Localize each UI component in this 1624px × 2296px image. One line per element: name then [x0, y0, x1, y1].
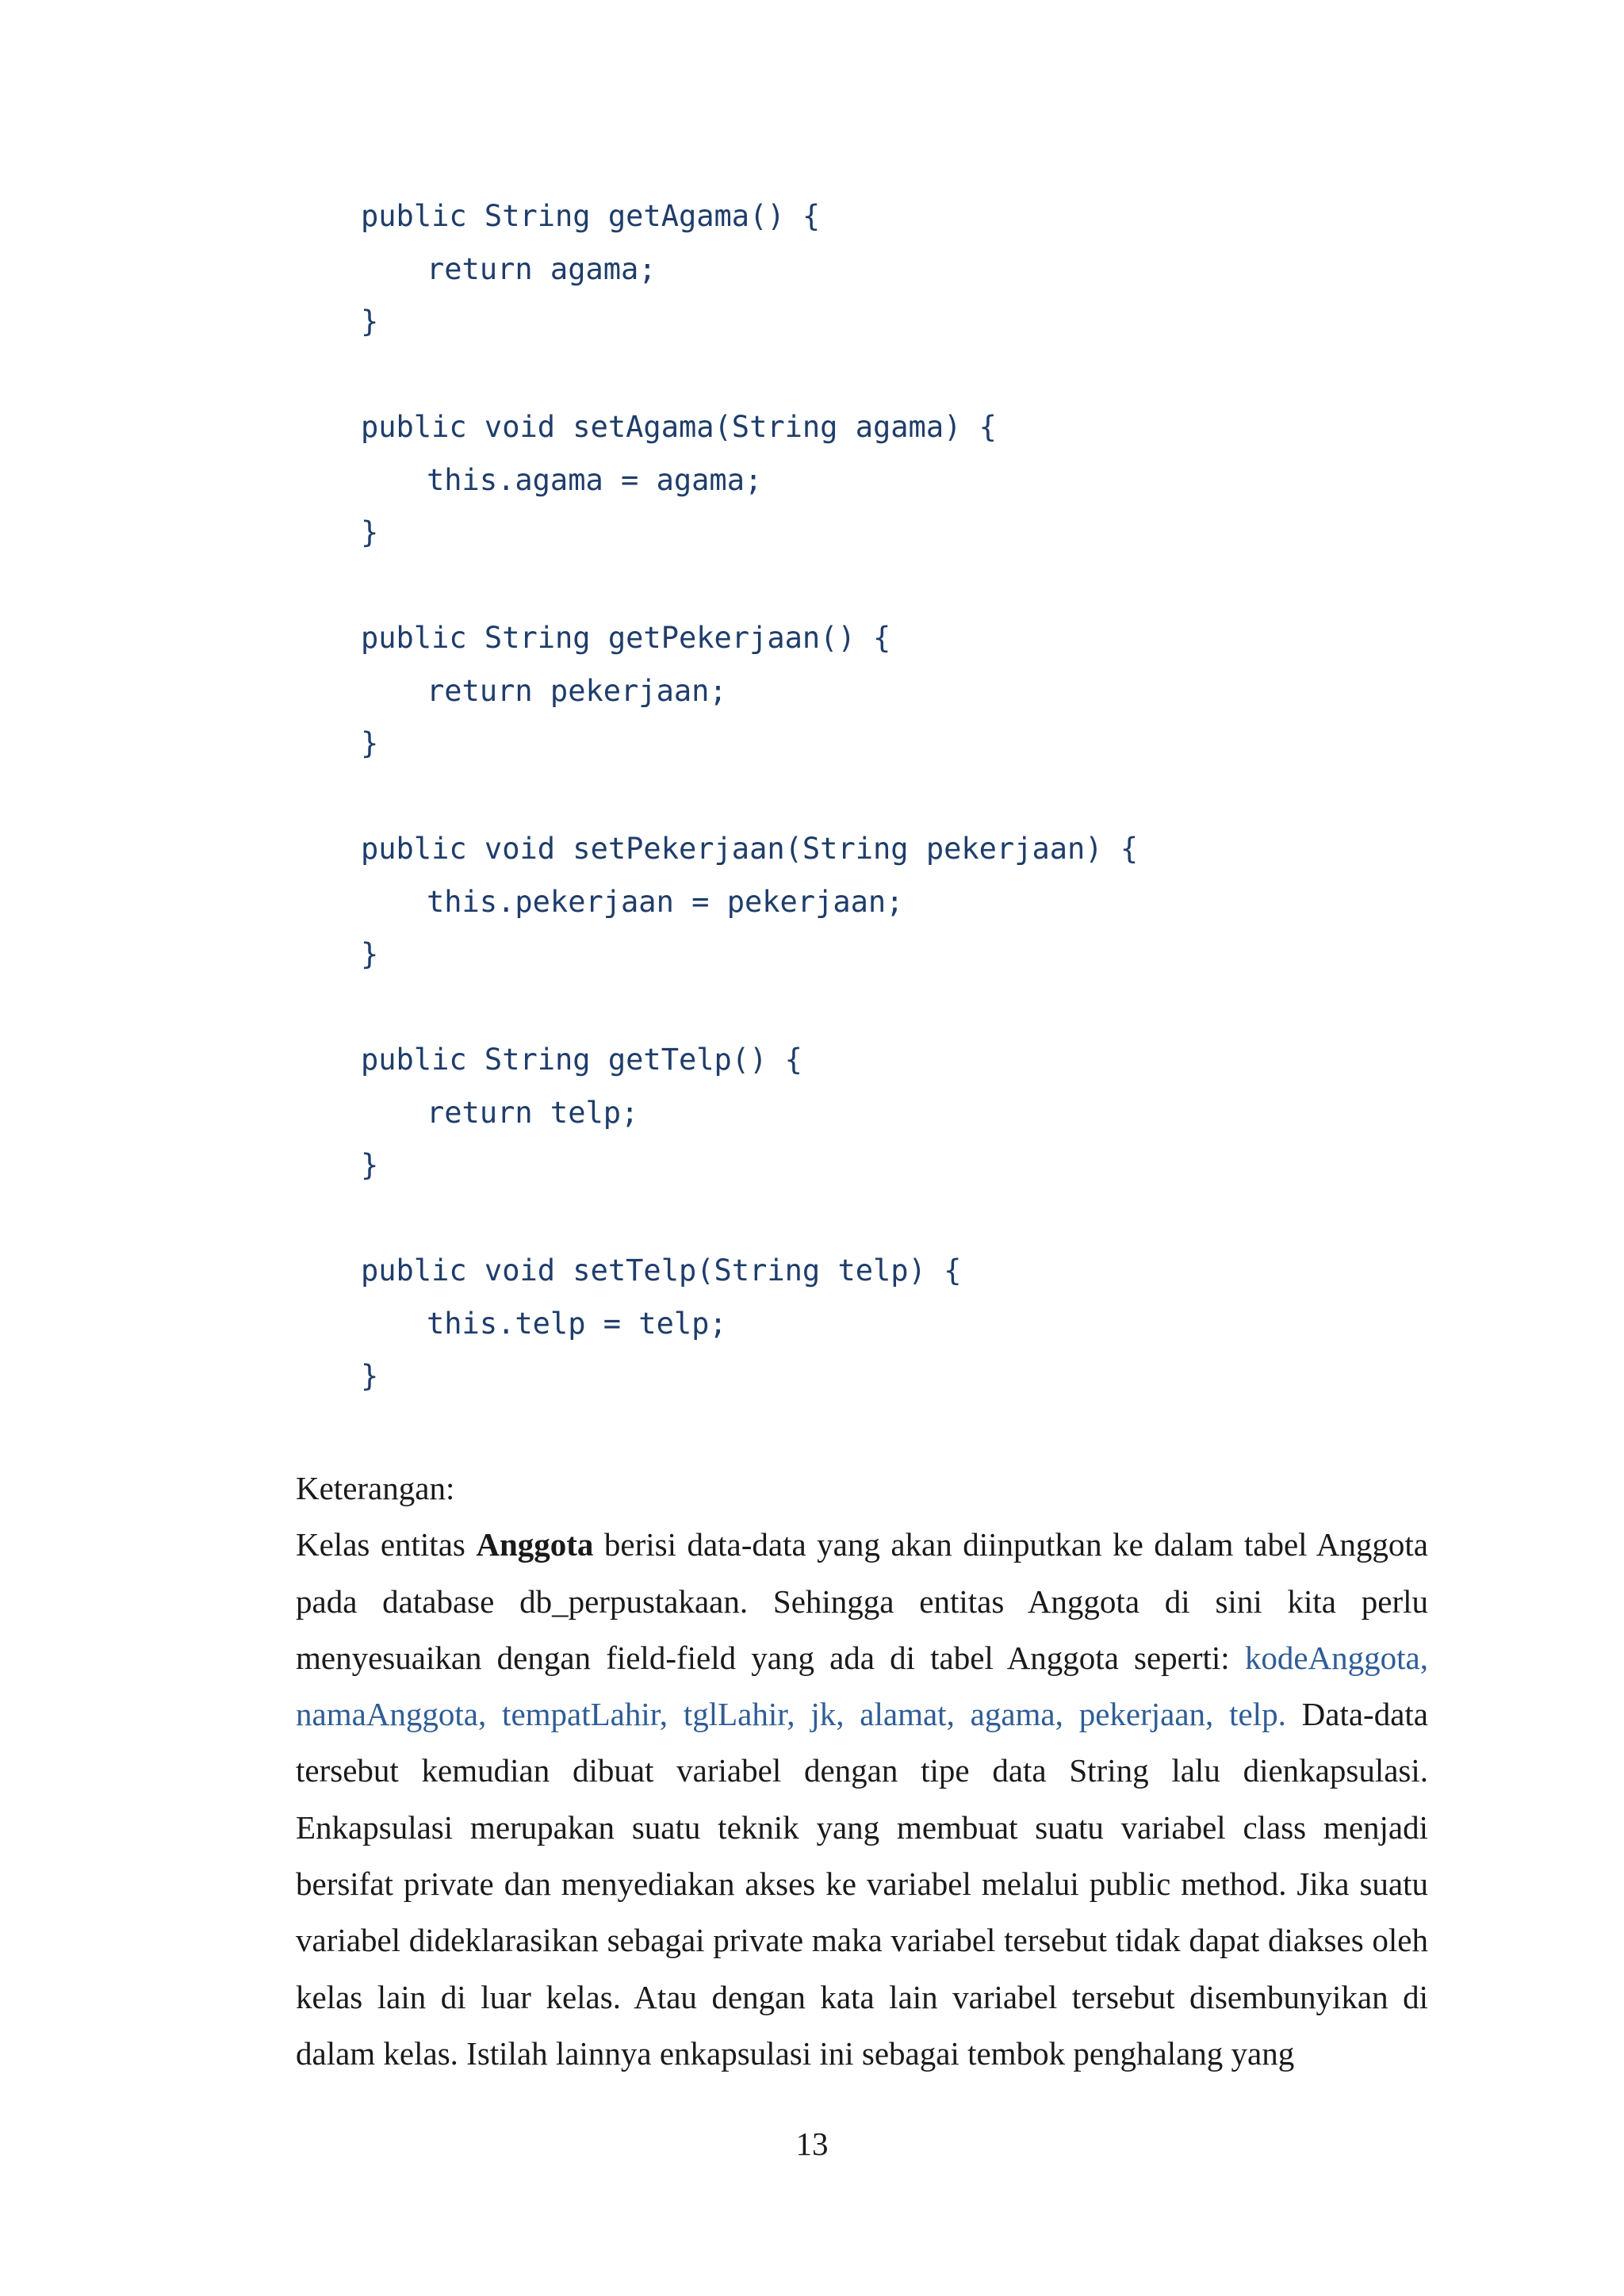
intro-text: Kelas entitas [296, 1526, 477, 1563]
intro-continuation: berisi data-data yang akan diinputkan ke dalam tabel Anggota pada database db_perpustakaan. Sehingga entitas Anggota di sini kita perlu menyesuaikan dengan field-field yang ada di tabel Anggota seperti: [296, 1526, 1428, 1676]
code-line: } [361, 1359, 379, 1393]
code-line: } [361, 304, 379, 339]
page-number: 13 [795, 2126, 829, 2162]
code-line: } [361, 1148, 379, 1182]
entity-name: Anggota [476, 1526, 594, 1563]
code-line: public void setAgama(String agama) { [361, 410, 997, 444]
code-line: return agama; [427, 251, 657, 286]
code-line: return pekerjaan; [427, 673, 727, 708]
explanation-section [296, 1460, 1428, 2082]
body-text: Data-data tersebut kemudian dibuat variabel dengan tipe data String lalu dienkapsulasi. Enkapsulasi merupakan suatu teknik yang membuat suatu variabel class menjadi bersifat private dan menyediakan akses ke variabel melalui public method. Jika suatu variabel dideklarasikan sebagai private maka variabel tersebut tidak dapat diakses oleh kelas lain di luar kelas. Atau dengan kata lain variabel tersebut disembunyikan di dalam kelas. Istilah lainnya enkapsulasi ini sebagai tembok penghalang yang [296, 1696, 1428, 2072]
code-line: public String getTelp() { [361, 1043, 802, 1077]
code-line: public void setTelp(String telp) { [361, 1253, 962, 1288]
code-line: } [361, 937, 379, 971]
field-list: kodeAnggota, namaAnggota, tempatLahir, tglLahir, jk, alamat, agama, pekerjaan, telp. [296, 1639, 1428, 1733]
code-line-blank [361, 349, 1138, 402]
code-line-blank [361, 771, 1138, 824]
code-line: } [361, 726, 379, 760]
code-line-blank [361, 1192, 1138, 1246]
code-line: this.pekerjaan = pekerjaan; [427, 884, 904, 919]
code-line: public void setPekerjaan(String pekerjaan) { [361, 832, 1139, 866]
code-line: } [361, 515, 379, 549]
code-line: public String getPekerjaan() { [361, 621, 891, 655]
code-line: public String getAgama() { [361, 199, 821, 233]
code-block [361, 190, 1138, 1403]
code-line-blank [361, 560, 1138, 613]
explanation-label: Keterangan: [296, 1470, 455, 1506]
explanation-paragraph [296, 1517, 1428, 2082]
code-line: this.agama = agama; [427, 462, 763, 497]
code-line: this.telp = telp; [427, 1306, 727, 1341]
code-line-blank [361, 982, 1138, 1035]
code-line: return telp; [427, 1095, 639, 1130]
